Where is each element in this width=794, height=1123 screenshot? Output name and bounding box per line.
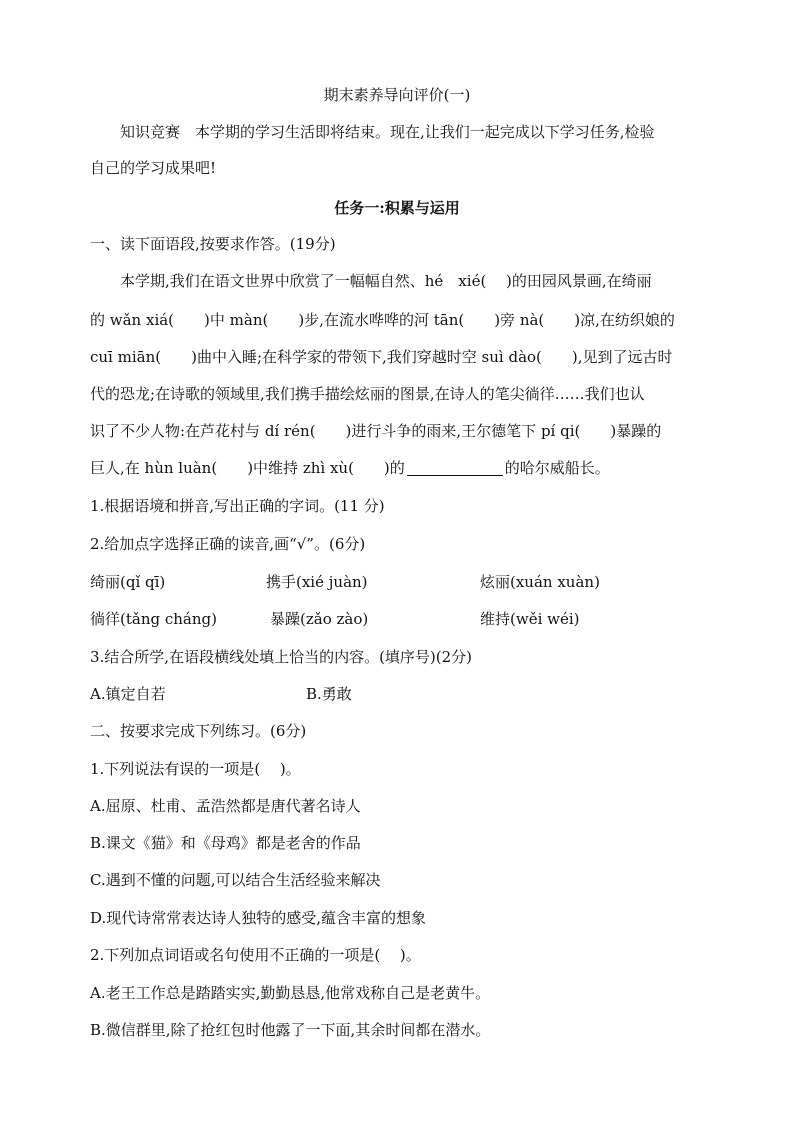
q2-option: 绮丽(qǐ qī): [90, 573, 166, 591]
s2-q2-option-b: B.微信群里,除了抢红包时他露了一下面,其余时间都在潜水。: [90, 1021, 491, 1039]
s2-q2-option-a: A.老王工作总是踏踏实实,勤勤恳恳,他常戏称自己是老黄牛。: [90, 984, 491, 1002]
intro-line-1: 知识竞赛 本学期的学习生活即将结束。现在,让我们一起完成以下学习任务,检验: [120, 123, 655, 141]
q2-option: 炫丽(xuán xuàn): [480, 573, 600, 591]
q2-option: 携手(xié juàn): [266, 573, 368, 591]
s2-question-2: 2.下列加点词语或名句使用不正确的一项是( )。: [90, 946, 421, 964]
task1-heading: 任务一:积累与运用: [334, 199, 460, 217]
fill-blank[interactable]: [407, 460, 503, 476]
s1-question-1: 1.根据语境和拼音,写出正确的字词。(11 分): [90, 497, 385, 515]
s2-q1-option-b: B.课文《猫》和《母鸡》都是老舍的作品: [90, 834, 361, 852]
s2-q1-option-c: C.遇到不懂的问题,可以结合生活经验来解决: [90, 871, 381, 889]
s1-question-3: 3.结合所学,在语段横线处填上恰当的内容。(填序号)(2分): [90, 648, 473, 666]
passage-line-6: [90, 457, 710, 479]
q2-option: 徜徉(tǎng cháng): [90, 610, 217, 628]
passage-line-4: 代的恐龙;在诗歌的领域里,我们携手描绘炫丽的图景,在诗人的笔尖徜徉……我们也认: [90, 385, 645, 403]
passage-line-2: 的 wǎn xiá( )中 màn( )步,在流水哗哗的河 tān( )旁 nà( )凉,在纺织娘的: [90, 311, 675, 329]
q3-option-b: B.勇敢: [306, 685, 352, 703]
s2-question-1: 1.下列说法有误的一项是( )。: [90, 760, 301, 778]
passage-line-5: 识了不少人物:在芦花村与 dí rén( )进行斗争的雨来,王尔德笔下 pí qi( )暴躁的: [90, 422, 662, 440]
s2-q1-option-d: D.现代诗常常表达诗人独特的感受,蕴含丰富的想象: [90, 909, 427, 927]
q2-option: 维持(wěi wéi): [480, 610, 580, 628]
passage-line-6-before: 巨人,在 hùn luàn( )中维持 zhì xù( )的: [90, 459, 405, 477]
passage-line-3: cuī miān( )曲中入睡;在科学家的带领下,我们穿越时空 suì dào( ),见到了远古时: [90, 348, 673, 366]
s1-question-2: 2.给加点字选择正确的读音,画“√”。(6分): [90, 535, 366, 553]
section2-heading: 二、按要求完成下列练习。(6分): [90, 722, 307, 740]
s2-q1-option-a: A.屈原、杜甫、孟浩然都是唐代著名诗人: [90, 797, 361, 815]
section1-heading: 一、读下面语段,按要求作答。(19分): [90, 235, 336, 253]
passage-line-6-after: 的哈尔威船长。: [504, 459, 610, 477]
intro-line-2: 自己的学习成果吧!: [90, 159, 217, 177]
passage-line-1: 本学期,我们在语文世界中欣赏了一幅幅自然、hé xié( )的田园风景画,在绮丽: [120, 272, 652, 290]
q2-option: 暴躁(zǎo zào): [270, 610, 369, 628]
q3-option-a: A.镇定自若: [90, 685, 166, 703]
page-title: 期末素养导向评价(一): [323, 86, 471, 104]
